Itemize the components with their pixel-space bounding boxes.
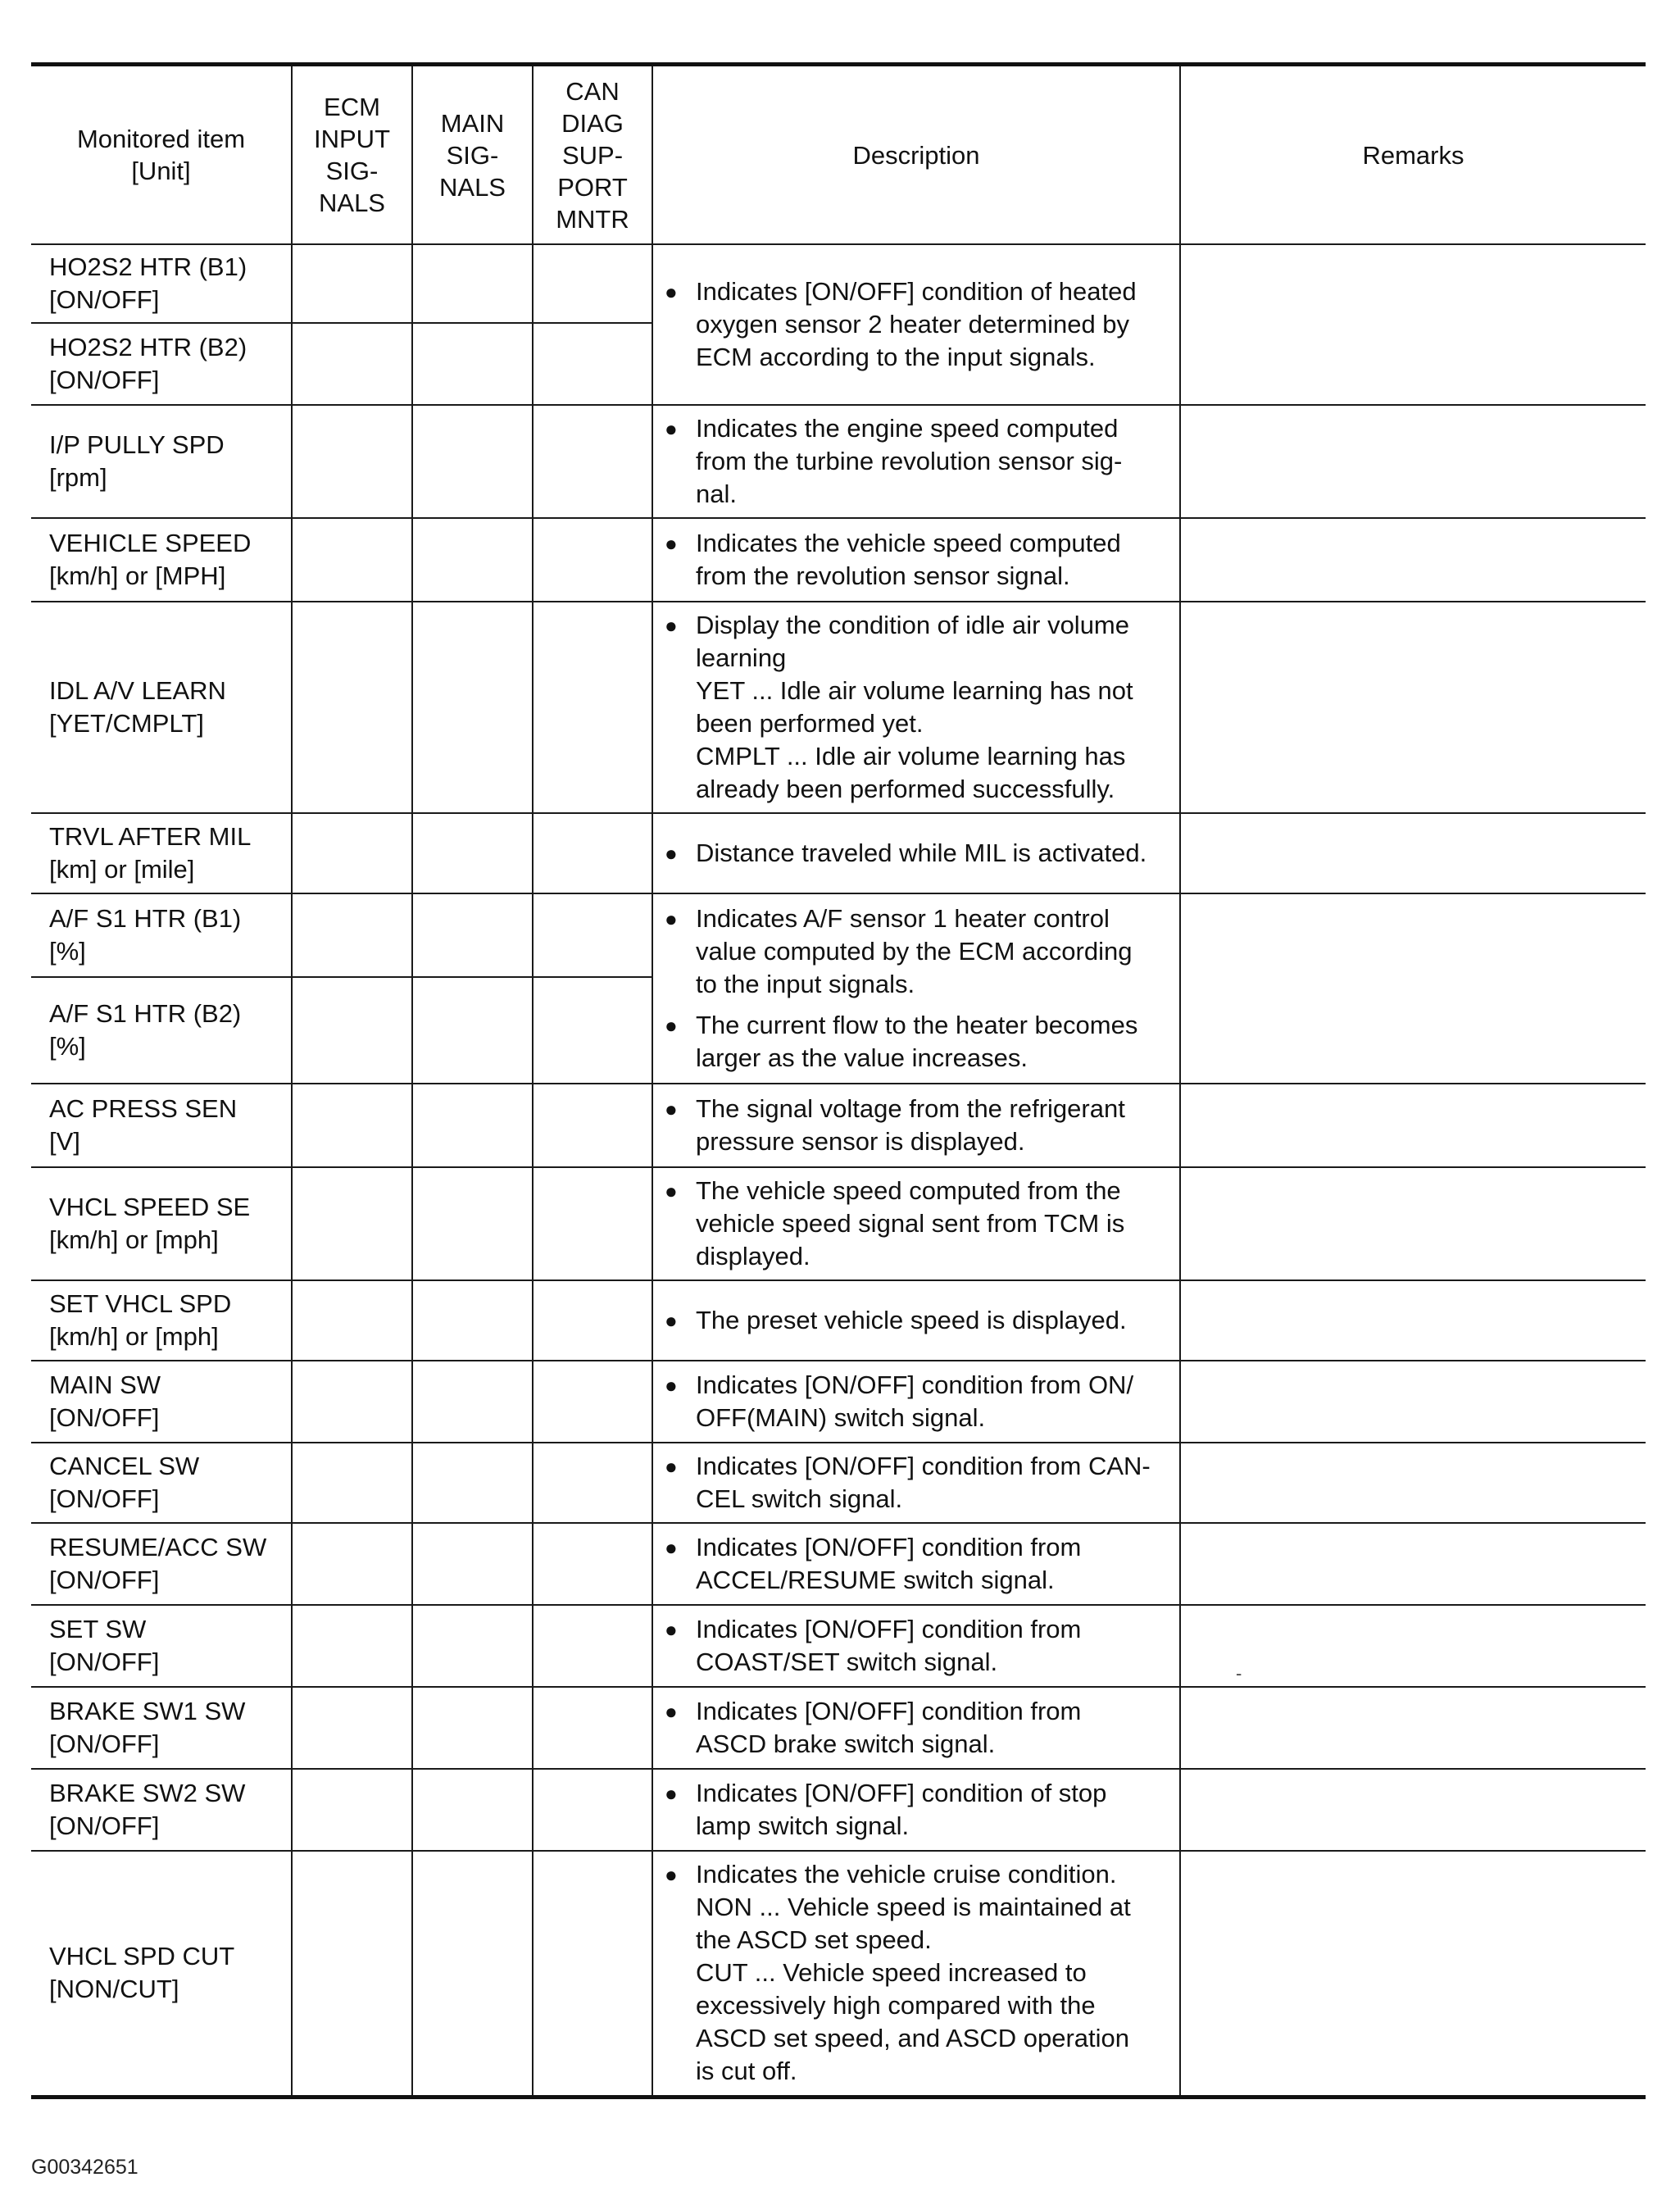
main-signal-cell xyxy=(412,1523,533,1605)
ecm-input-signal-cell xyxy=(292,1523,412,1605)
main-signal-cell xyxy=(412,1167,533,1280)
description-line: the ASCD set speed. xyxy=(696,1925,932,1955)
bullet-dot-icon: ● xyxy=(665,1373,678,1398)
item-unit: [ON/OFF] xyxy=(49,1484,160,1513)
description-line: ECM according to the input signals. xyxy=(696,343,1096,371)
item-unit: [%] xyxy=(49,1032,86,1061)
main-signal-cell xyxy=(412,1361,533,1443)
table-row xyxy=(31,1443,1646,1523)
main-signal-cell xyxy=(412,1280,533,1361)
main-signal-cell xyxy=(412,893,533,977)
description-line: NON ... Vehicle speed is maintained at xyxy=(696,1893,1131,1922)
ecm-input-signal-cell xyxy=(292,1687,412,1769)
can-diag-cell xyxy=(533,1084,652,1167)
description-line: OFF(MAIN) switch signal. xyxy=(696,1403,986,1432)
header-ecm-input-signals: ECM INPUT SIG- NALS xyxy=(292,65,412,245)
main-signal-cell xyxy=(412,977,533,1084)
description-line: vehicle speed signal sent from TCM is xyxy=(696,1209,1125,1238)
item-unit: [ON/OFF] xyxy=(49,285,160,314)
ecm-input-signal-cell xyxy=(292,244,412,323)
ecm-input-signal-cell xyxy=(292,518,412,602)
bullet-dot-icon: ● xyxy=(665,280,678,304)
item-name: BRAKE SW1 SW xyxy=(49,1697,246,1725)
main-signal-cell xyxy=(412,244,533,323)
description-cell xyxy=(652,1167,1180,1280)
main-signal-cell xyxy=(412,405,533,518)
description-cell xyxy=(652,1084,1180,1167)
description-bullet xyxy=(665,1858,1173,2088)
item-name: SET SW xyxy=(49,1615,147,1643)
description-bullet xyxy=(665,902,1173,1001)
description-line: ASCD brake switch signal. xyxy=(696,1729,996,1758)
monitored-item-cell xyxy=(31,1687,292,1769)
item-name: AC PRESS SEN xyxy=(49,1094,238,1123)
remarks-cell xyxy=(1180,813,1646,893)
can-diag-cell xyxy=(533,405,652,518)
description-line: Indicates [ON/OFF] condition from xyxy=(696,1533,1082,1561)
monitored-item-cell xyxy=(31,1443,292,1523)
remarks-cell xyxy=(1180,1280,1646,1361)
can-diag-cell xyxy=(533,323,652,405)
monitored-item-cell xyxy=(31,1605,292,1687)
item-unit: [V] xyxy=(49,1127,80,1156)
description-line: The signal voltage from the refrigerant xyxy=(696,1094,1125,1123)
main-signal-cell xyxy=(412,518,533,602)
remarks-cell xyxy=(1180,405,1646,518)
description-bullet xyxy=(665,412,1173,511)
description-line: oxygen sensor 2 heater determined by xyxy=(696,310,1130,339)
stray-mark: - xyxy=(1236,1663,1242,1684)
table-row xyxy=(31,1280,1646,1361)
description-line: from the revolution sensor signal. xyxy=(696,561,1070,590)
description-bullet xyxy=(665,1613,1173,1679)
description-bullet xyxy=(665,837,1173,870)
description-bullet xyxy=(665,609,1173,806)
item-unit: [ON/OFF] xyxy=(49,1648,160,1676)
table-row xyxy=(31,1687,1646,1769)
remarks-cell xyxy=(1180,602,1646,813)
table-body xyxy=(31,244,1646,2097)
item-unit: [ON/OFF] xyxy=(49,1403,160,1432)
remarks-cell xyxy=(1180,1361,1646,1443)
description-line: CUT ... Vehicle speed increased to xyxy=(696,1958,1087,1988)
table-row xyxy=(31,1605,1646,1687)
monitored-item-cell xyxy=(31,1523,292,1605)
can-diag-cell xyxy=(533,1769,652,1851)
ecm-input-signal-cell xyxy=(292,1443,412,1523)
main-signal-cell xyxy=(412,1605,533,1687)
description-cell xyxy=(652,1280,1180,1361)
monitored-item-cell xyxy=(31,323,292,405)
description-cell xyxy=(652,1687,1180,1769)
description-line: Indicates the engine speed computed xyxy=(696,414,1119,443)
main-signal-cell xyxy=(412,1687,533,1769)
monitored-item-cell xyxy=(31,1084,292,1167)
table-row xyxy=(31,1769,1646,1851)
main-signal-cell xyxy=(412,1443,533,1523)
item-name: HO2S2 HTR (B1) xyxy=(49,252,247,281)
item-name: A/F S1 HTR (B1) xyxy=(49,904,242,933)
ecm-input-signal-cell xyxy=(292,893,412,977)
description-line: Display the condition of idle air volume xyxy=(696,611,1129,639)
description-line: Indicates the vehicle speed computed xyxy=(696,529,1121,557)
description-line: to the input signals. xyxy=(696,970,915,998)
item-unit: [ON/OFF] xyxy=(49,366,160,394)
item-name: HO2S2 HTR (B2) xyxy=(49,333,247,361)
description-cell xyxy=(652,893,1180,1084)
can-diag-cell xyxy=(533,1851,652,2097)
header-monitored-item: Monitored item [Unit] xyxy=(31,65,292,245)
description-line: The vehicle speed computed from the xyxy=(696,1176,1121,1205)
ecm-input-signal-cell xyxy=(292,977,412,1084)
can-diag-cell xyxy=(533,602,652,813)
item-name: VHCL SPEED SE xyxy=(49,1193,251,1221)
ecm-input-signal-cell xyxy=(292,1167,412,1280)
table-row xyxy=(31,244,1646,323)
description-line: Indicates [ON/OFF] condition of stop xyxy=(696,1779,1107,1807)
item-unit: [km/h] or [mph] xyxy=(49,1322,219,1351)
can-diag-cell xyxy=(533,1167,652,1280)
bullet-dot-icon: ● xyxy=(665,1308,678,1333)
table-row xyxy=(31,893,1646,977)
description-cell xyxy=(652,1605,1180,1687)
can-diag-cell xyxy=(533,518,652,602)
item-unit: [YET/CMPLT] xyxy=(49,709,204,738)
can-diag-cell xyxy=(533,244,652,323)
item-unit: [%] xyxy=(49,937,86,966)
table-row xyxy=(31,1523,1646,1605)
item-name: CANCEL SW xyxy=(49,1452,200,1480)
header-description: Description xyxy=(652,65,1180,245)
description-bullet xyxy=(665,527,1173,593)
description-line: COAST/SET switch signal. xyxy=(696,1648,998,1676)
description-bullet xyxy=(665,1777,1173,1843)
description-bullet xyxy=(665,275,1173,374)
monitored-item-cell xyxy=(31,244,292,323)
description-cell xyxy=(652,405,1180,518)
remarks-cell xyxy=(1180,1605,1646,1687)
monitored-item-cell xyxy=(31,893,292,977)
description-line: The preset vehicle speed is displayed. xyxy=(696,1306,1127,1334)
item-name: SET VHCL SPD xyxy=(49,1289,232,1318)
ecm-input-signal-cell xyxy=(292,1084,412,1167)
table-row xyxy=(31,1851,1646,2097)
can-diag-cell xyxy=(533,1361,652,1443)
description-line: ACCEL/RESUME switch signal. xyxy=(696,1566,1055,1594)
item-name: BRAKE SW2 SW xyxy=(49,1779,246,1807)
header-can-diag-support-monitor: CAN DIAG SUP- PORT MNTR xyxy=(533,65,652,245)
description-bullet xyxy=(665,1531,1173,1597)
table-row xyxy=(31,1167,1646,1280)
main-signal-cell xyxy=(412,323,533,405)
bullet-dot-icon: ● xyxy=(665,1535,678,1560)
description-line: The current flow to the heater becomes xyxy=(696,1011,1138,1039)
description-line: excessively high compared with the xyxy=(696,1991,1096,2020)
description-cell xyxy=(652,1769,1180,1851)
table-row xyxy=(31,813,1646,893)
item-name: A/F S1 HTR (B2) xyxy=(49,999,242,1028)
item-name: MAIN SW xyxy=(49,1370,161,1399)
description-line: CMPLT ... Idle air volume learning has xyxy=(696,742,1126,770)
description-bullet xyxy=(665,1450,1173,1516)
can-diag-cell xyxy=(533,1605,652,1687)
item-unit: [NON/CUT] xyxy=(49,1975,179,2004)
remarks-cell xyxy=(1180,1167,1646,1280)
table-header-row xyxy=(31,65,1646,245)
monitored-item-cell xyxy=(31,1167,292,1280)
monitored-item-cell xyxy=(31,1769,292,1851)
description-line: nal. xyxy=(696,480,737,508)
item-unit: [km/h] or [MPH] xyxy=(49,561,226,590)
remarks-cell xyxy=(1180,893,1646,1084)
description-line: Indicates [ON/OFF] condition from CAN- xyxy=(696,1452,1151,1480)
description-cell xyxy=(652,602,1180,813)
table-row xyxy=(31,1361,1646,1443)
monitored-item-cell xyxy=(31,602,292,813)
monitored-item-cell xyxy=(31,518,292,602)
description-line: Indicates the vehicle cruise condition. xyxy=(696,1860,1117,1889)
ecm-input-signal-cell xyxy=(292,813,412,893)
table-row xyxy=(31,405,1646,518)
monitored-item-cell xyxy=(31,977,292,1084)
remarks-cell xyxy=(1180,244,1646,405)
main-signal-cell xyxy=(412,1084,533,1167)
item-unit: [ON/OFF] xyxy=(49,1566,160,1594)
table-row xyxy=(31,1084,1646,1167)
can-diag-cell xyxy=(533,1443,652,1523)
description-line: is cut off. xyxy=(696,2057,797,2086)
header-main-signals: MAIN SIG- NALS xyxy=(412,65,533,245)
description-line: ASCD set speed, and ASCD operation xyxy=(696,2024,1130,2053)
table-row xyxy=(31,518,1646,602)
monitored-item-cell xyxy=(31,813,292,893)
bullet-dot-icon: ● xyxy=(665,1013,678,1038)
item-unit: [km/h] or [mph] xyxy=(49,1225,219,1254)
description-bullet xyxy=(665,1093,1173,1158)
item-unit: [ON/OFF] xyxy=(49,1811,160,1840)
can-diag-cell xyxy=(533,977,652,1084)
main-signal-cell xyxy=(412,602,533,813)
remarks-cell xyxy=(1180,1687,1646,1769)
description-line: YET ... Idle air volume learning has not xyxy=(696,676,1133,705)
description-line: pressure sensor is displayed. xyxy=(696,1127,1025,1156)
bullet-dot-icon: ● xyxy=(665,841,678,866)
description-cell xyxy=(652,244,1180,405)
description-line: been performed yet. xyxy=(696,709,924,738)
bullet-dot-icon: ● xyxy=(665,1617,678,1642)
remarks-cell xyxy=(1180,1851,1646,2097)
description-line: Indicates A/F sensor 1 heater control xyxy=(696,904,1110,933)
remarks-cell xyxy=(1180,1523,1646,1605)
monitor-table-sheet xyxy=(31,62,1646,2099)
bullet-dot-icon: ● xyxy=(665,1699,678,1724)
can-diag-cell xyxy=(533,813,652,893)
item-unit: [ON/OFF] xyxy=(49,1729,160,1758)
description-cell xyxy=(652,1443,1180,1523)
description-cell xyxy=(652,518,1180,602)
bullet-dot-icon: ● xyxy=(665,1781,678,1806)
description-bullet xyxy=(665,1695,1173,1761)
ecm-input-signal-cell xyxy=(292,1851,412,2097)
ecm-input-signal-cell xyxy=(292,602,412,813)
can-diag-cell xyxy=(533,1280,652,1361)
ecm-input-signal-cell xyxy=(292,1769,412,1851)
bullet-dot-icon: ● xyxy=(665,416,678,441)
description-line: CEL switch signal. xyxy=(696,1484,903,1513)
description-line: larger as the value increases. xyxy=(696,1043,1028,1072)
bullet-dot-icon: ● xyxy=(665,1179,678,1203)
can-diag-cell xyxy=(533,1687,652,1769)
main-signal-cell xyxy=(412,813,533,893)
description-cell xyxy=(652,813,1180,893)
ecm-input-signal-cell xyxy=(292,1605,412,1687)
remarks-cell xyxy=(1180,1084,1646,1167)
main-signal-cell xyxy=(412,1769,533,1851)
item-name: I/P PULLY SPD xyxy=(49,430,225,459)
monitored-items-table xyxy=(31,62,1646,2099)
description-line: lamp switch signal. xyxy=(696,1811,910,1840)
ecm-input-signal-cell xyxy=(292,405,412,518)
main-signal-cell xyxy=(412,1851,533,2097)
monitored-item-cell xyxy=(31,1361,292,1443)
description-cell xyxy=(652,1851,1180,2097)
item-name: IDL A/V LEARN xyxy=(49,676,226,705)
description-cell xyxy=(652,1361,1180,1443)
description-bullet xyxy=(665,1009,1173,1075)
description-line: value computed by the ECM according xyxy=(696,937,1133,966)
can-diag-cell xyxy=(533,1523,652,1605)
header-remarks: Remarks xyxy=(1180,65,1646,245)
item-name: RESUME/ACC SW xyxy=(49,1533,267,1561)
description-line: displayed. xyxy=(696,1242,810,1270)
monitored-item-cell xyxy=(31,1280,292,1361)
description-line: Indicates [ON/OFF] condition of heated xyxy=(696,277,1137,306)
description-line: Indicates [ON/OFF] condition from xyxy=(696,1697,1082,1725)
remarks-cell xyxy=(1180,518,1646,602)
figure-code: G00342651 xyxy=(31,2156,138,2179)
monitored-item-cell xyxy=(31,405,292,518)
description-line: Indicates [ON/OFF] condition from ON/ xyxy=(696,1370,1134,1399)
table-row xyxy=(31,602,1646,813)
item-name: VHCL SPD CUT xyxy=(49,1942,235,1971)
description-line: already been performed successfully. xyxy=(696,775,1115,803)
remarks-cell xyxy=(1180,1443,1646,1523)
description-cell xyxy=(652,1523,1180,1605)
bullet-dot-icon: ● xyxy=(665,613,678,638)
ecm-input-signal-cell xyxy=(292,1361,412,1443)
description-line: Indicates [ON/OFF] condition from xyxy=(696,1615,1082,1643)
monitored-item-cell xyxy=(31,1851,292,2097)
description-bullet xyxy=(665,1304,1173,1337)
description-line: Distance traveled while MIL is activated. xyxy=(696,839,1147,867)
item-name: VEHICLE SPEED xyxy=(49,529,252,557)
item-unit: [rpm] xyxy=(49,463,107,492)
item-name: TRVL AFTER MIL xyxy=(49,822,252,851)
bullet-dot-icon: ● xyxy=(665,531,678,556)
bullet-dot-icon: ● xyxy=(665,1097,678,1121)
description-line: learning xyxy=(696,643,787,672)
can-diag-cell xyxy=(533,893,652,977)
description-bullet xyxy=(665,1175,1173,1273)
description-line: from the turbine revolution sensor sig- xyxy=(696,447,1123,475)
ecm-input-signal-cell xyxy=(292,323,412,405)
bullet-dot-icon: ● xyxy=(665,1862,678,1888)
item-unit: [km] or [mile] xyxy=(49,855,195,884)
bullet-dot-icon: ● xyxy=(665,907,678,931)
description-bullet xyxy=(665,1369,1173,1434)
ecm-input-signal-cell xyxy=(292,1280,412,1361)
bullet-dot-icon: ● xyxy=(665,1454,678,1479)
remarks-cell xyxy=(1180,1769,1646,1851)
